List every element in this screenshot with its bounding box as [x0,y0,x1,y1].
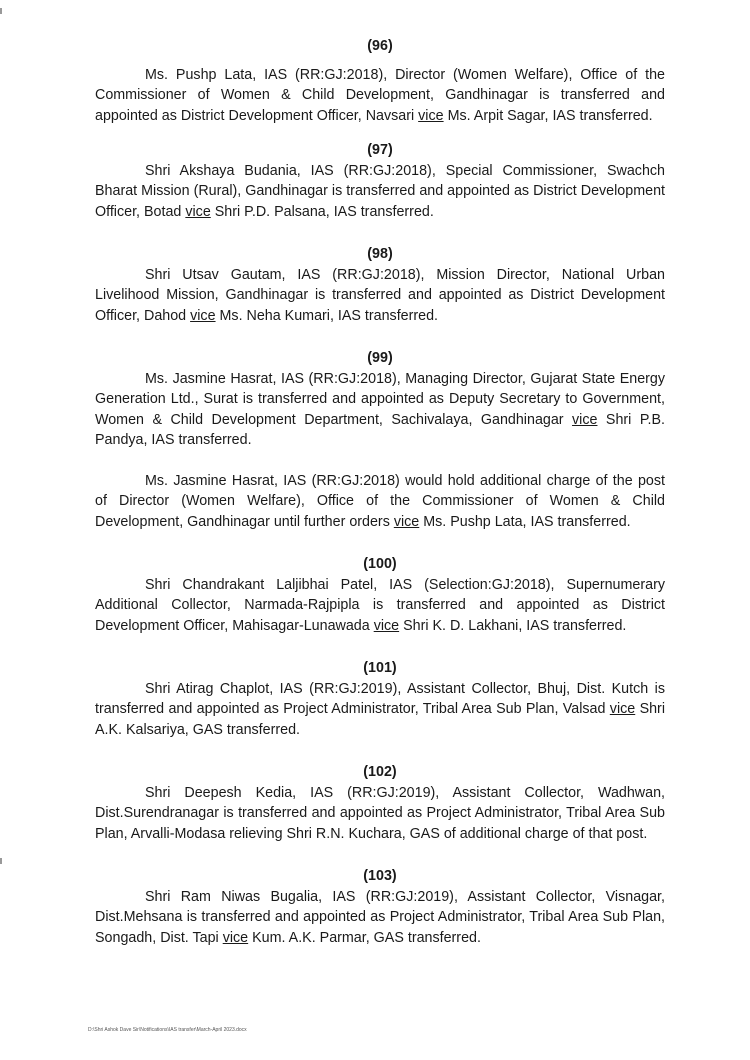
section-number: (102) [363,764,397,780]
section-number: (99) [367,350,393,366]
section-101 [95,658,665,740]
section-number: (103) [363,868,397,884]
section-paragraph: Ms. Jasmine Hasrat, IAS (RR:GJ:2018) would hold additional charge of the post of Director (Women Welfare), Office of the Commissioner of Women & Child Development, Gandhinagar until further orders vice Ms. Pushp Lata, IAS transferred. [95,472,665,530]
section-103 [95,866,665,948]
section-paragraph: Ms. Jasmine Hasrat, IAS (RR:GJ:2018), Managing Director, Gujarat State Energy Generation Ltd., Surat is transferred and appointed as Deputy Secretary to Government, Women & Child Development Department, Sachivalaya, Gandhinagar vice Shri P.B. Pandya, IAS transferred. [95,370,665,448]
vice-word: vice [609,701,636,717]
document-body [95,36,665,962]
section-number: (101) [363,660,397,676]
section-paragraph: Shri Deepesh Kedia, IAS (RR:GJ:2019), Assistant Collector, Wadhwan, Dist.Surendranagar is transferred and appointed as Project Administrator, Tribal Area Sub Plan, Arvalli-Modasa relieving Shri R.N. Kuchara, GAS of additional charge of that post. [95,784,665,842]
section-96 [95,36,665,126]
section-paragraph: Shri Akshaya Budania, IAS (RR:GJ:2018), Special Commissioner, Swachch Bharat Mission (Rural), Gandhinagar is transferred and appointed as District Development Officer, Botad vice Shri P.D. Palsana, IAS transferred. [95,162,665,220]
section-100 [95,554,665,636]
section-number: (98) [367,246,393,262]
vice-word: vice [572,411,598,428]
scan-mark [0,8,2,14]
section-102 [95,762,665,844]
section-97 [95,140,665,222]
scan-mark [0,858,2,864]
vice-word: vice [393,513,420,530]
section-number: (96) [367,38,393,54]
vice-word: vice [222,929,249,946]
vice-word: vice [373,617,400,634]
section-98 [95,244,665,326]
vice-word: vice [185,203,211,220]
vice-word: vice [418,107,444,124]
footer-file-path: D:\Shri Ashok Dave Sir\Notifications\IAS transfer\March-April 2023.docx [88,1027,247,1033]
section-99 [95,348,665,532]
section-paragraph: Shri Atirag Chaplot, IAS (RR:GJ:2019), Assistant Collector, Bhuj, Dist. Kutch is transferred and appointed as Project Administrator, Tribal Area Sub Plan, Valsad vice Shri A.K. Kalsariya, GAS transferred. [95,680,665,738]
section-number: (100) [363,556,397,572]
section-number: (97) [367,142,393,158]
section-paragraph: Shri Utsav Gautam, IAS (RR:GJ:2018), Mission Director, National Urban Livelihood Mission, Gandhinagar is transferred and appointed as District Development Officer, Dahod vice Ms. Neha Kumari, IAS transferred. [95,266,665,324]
section-paragraph: Ms. Pushp Lata, IAS (RR:GJ:2018), Director (Women Welfare), Office of the Commissioner of Women & Child Development, Gandhinagar is transferred and appointed as District Development Officer, Navsari vice Ms. Arpit Sagar, IAS transferred. [95,66,665,124]
section-paragraph: Shri Chandrakant Laljibhai Patel, IAS (Selection:GJ:2018), Supernumerary Additional Collector, Narmada-Rajpipla is transferred and appointed as District Development Officer, Mahisagar-Lunawada vice Shri K. D. Lakhani, IAS transferred. [95,576,665,634]
vice-word: vice [190,307,216,324]
section-paragraph: Shri Ram Niwas Bugalia, IAS (RR:GJ:2019), Assistant Collector, Visnagar, Dist.Mehsana is transferred and appointed as Project Administrator, Tribal Area Sub Plan, Songadh, Dist. Tapi vice Kum. A.K. Parmar, GAS transferred. [95,888,665,946]
